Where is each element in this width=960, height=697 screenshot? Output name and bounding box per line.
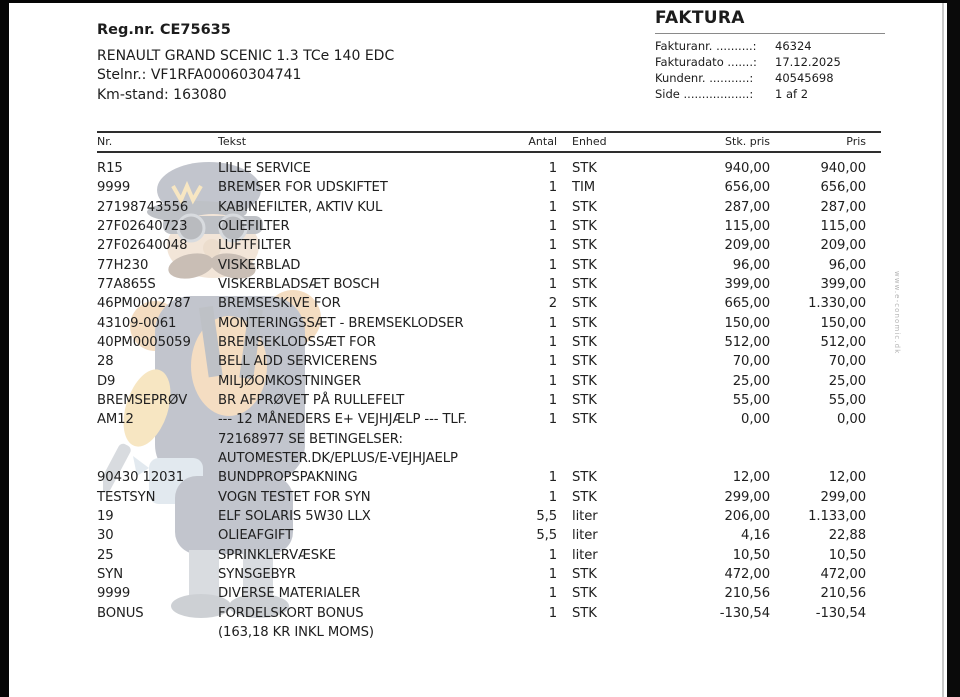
item-text-line: BREMSEKLODSSÆT FOR	[218, 334, 376, 350]
cell-stk-pris: 4,16	[741, 528, 770, 544]
cell-nr: AM12	[97, 412, 134, 428]
cell-antal: 1	[548, 315, 557, 331]
cell-nr: 19	[97, 508, 114, 524]
item-text-line: BR AFPRØVET PÅ RULLEFELT	[218, 392, 405, 408]
invoice-title-rule	[655, 33, 885, 34]
cell-tekst	[218, 565, 518, 584]
cell-tekst	[218, 526, 518, 545]
cell-antal: 1	[548, 373, 557, 389]
item-text-line: SYNSGEBYR	[218, 566, 296, 582]
cell-tekst	[218, 152, 518, 178]
cell-antal: 1	[548, 547, 557, 563]
item-text-line: VOGN TESTET FOR SYN	[218, 489, 371, 505]
item-text-line: (163,18 KR INKL MOMS)	[218, 624, 374, 640]
cell-antal: 1	[548, 218, 557, 234]
invoice-rows	[97, 152, 881, 642]
cell-stk-pris: 150,00	[724, 315, 770, 331]
table-row	[97, 565, 881, 584]
invoice-date-field	[655, 54, 885, 70]
cell-stk-pris: 0,00	[741, 412, 770, 428]
cell-nr: 27198743556	[97, 199, 189, 215]
cell-nr: 9999	[97, 586, 131, 602]
cell-pris: 96,00	[828, 257, 866, 273]
cell-stk-pris: -130,54	[719, 605, 770, 621]
cell-stk-pris: 940,00	[724, 161, 770, 176]
table-row	[97, 294, 881, 313]
cell-antal: 1	[548, 586, 557, 602]
invoice-date-label: Fakturadato .......:	[655, 55, 757, 69]
cell-pris: 55,00	[828, 392, 866, 408]
cell-enhed: TIM	[572, 180, 596, 196]
header-nr: Nr.	[97, 132, 218, 152]
table-row	[97, 391, 881, 410]
cell-nr: BONUS	[97, 605, 144, 621]
cell-stk-pris: 287,00	[724, 199, 770, 215]
invoice-date-value: 17.12.2025	[775, 55, 841, 69]
table-row	[97, 468, 881, 487]
cell-antal: 5,5	[536, 508, 557, 524]
cell-pris: 287,00	[820, 199, 866, 215]
cell-stk-pris: 115,00	[724, 218, 770, 234]
cell-tekst	[218, 604, 518, 643]
cell-enhed: STK	[572, 296, 597, 312]
table-row	[97, 352, 881, 371]
item-text-line: OLIEFILTER	[218, 218, 290, 234]
cell-stk-pris: 10,50	[732, 547, 770, 563]
cell-tekst	[218, 294, 518, 313]
cell-enhed: liter	[572, 528, 598, 544]
item-text-line: LILLE SERVICE	[218, 161, 311, 176]
cell-nr: BREMSEPRØV	[97, 392, 188, 408]
cell-enhed: liter	[572, 508, 598, 524]
photo-edge-left	[0, 0, 9, 697]
cell-antal: 1	[548, 257, 557, 273]
cell-tekst	[218, 488, 518, 507]
cell-enhed: STK	[572, 470, 597, 486]
cell-enhed: STK	[572, 257, 597, 273]
cell-nr: D9	[97, 373, 116, 389]
table-row	[97, 372, 881, 391]
cell-tekst	[218, 546, 518, 565]
side-watermark-text: www.e-conomic.dk	[893, 271, 901, 355]
item-text-line: KABINEFILTER, AKTIV KUL	[218, 199, 383, 215]
table-row	[97, 410, 881, 468]
cell-stk-pris: 12,00	[732, 470, 770, 486]
cell-tekst	[218, 372, 518, 391]
cell-tekst	[218, 410, 518, 468]
cell-stk-pris: 25,00	[732, 373, 770, 389]
cell-pris: 10,50	[828, 547, 866, 563]
cell-nr: R15	[97, 161, 123, 176]
item-text-line: --- 12 MÅNEDERS E+ VEJHJÆLP --- TLF.	[218, 412, 468, 428]
cell-nr: 90430 12031	[97, 470, 184, 486]
item-text-line: LUFTFILTER	[218, 238, 292, 254]
page-edge-line	[942, 0, 944, 697]
cell-enhed: STK	[572, 199, 597, 215]
table-row	[97, 333, 881, 352]
header-tekst: Tekst	[218, 132, 518, 152]
cell-tekst	[218, 275, 518, 294]
cell-enhed: STK	[572, 334, 597, 350]
page-number-value: 1 af 2	[775, 87, 809, 101]
vehicle-odometer: Km-stand: 163080	[97, 86, 227, 103]
table-row	[97, 507, 881, 526]
cell-pris: 299,00	[820, 489, 866, 505]
cell-enhed: STK	[572, 489, 597, 505]
table-row	[97, 152, 881, 178]
item-text-line: FORDELSKORT BONUS	[218, 605, 364, 621]
item-text-line: 72168977 SE BETINGELSER:	[218, 431, 403, 447]
item-text-line: BUNDPROPSPAKNING	[218, 470, 358, 486]
cell-stk-pris: 210,56	[724, 586, 770, 602]
vehicle-vin: Stelnr.: VF1RFA00060304741	[97, 67, 302, 83]
customer-number-label: Kundenr. ...........:	[655, 71, 754, 85]
invoice-number-value: 46324	[775, 39, 812, 53]
cell-pris: 1.133,00	[808, 508, 866, 524]
cell-antal: 1	[548, 489, 557, 505]
cell-stk-pris: 70,00	[732, 354, 770, 370]
cell-antal: 1	[548, 605, 557, 621]
item-text-line: MILJØOMKOSTNINGER	[218, 373, 362, 389]
cell-nr: 28	[97, 354, 114, 370]
table-row	[97, 488, 881, 507]
cell-tekst	[218, 256, 518, 275]
table-row	[97, 217, 881, 236]
cell-pris: 472,00	[820, 566, 866, 582]
item-text-line: BREMSER FOR UDSKIFTET	[218, 180, 388, 196]
cell-antal: 1	[548, 180, 557, 196]
cell-enhed: STK	[572, 605, 597, 621]
cell-antal: 1	[548, 161, 557, 176]
cell-pris: 1.330,00	[808, 296, 866, 312]
cell-stk-pris: 665,00	[724, 296, 770, 312]
header-enhed: Enhed	[557, 132, 687, 152]
cell-pris: 209,00	[820, 238, 866, 254]
cell-stk-pris: 55,00	[732, 392, 770, 408]
cell-pris: 656,00	[820, 180, 866, 196]
cell-nr: SYN	[97, 566, 123, 582]
cell-stk-pris: 512,00	[724, 334, 770, 350]
cell-pris: 22,88	[828, 528, 866, 544]
cell-enhed: STK	[572, 373, 597, 389]
cell-pris: 150,00	[820, 315, 866, 331]
cell-nr: 30	[97, 528, 114, 544]
cell-nr: 43109-0061	[97, 315, 177, 331]
customer-number-field	[655, 70, 885, 86]
cell-tekst	[218, 198, 518, 217]
cell-antal: 1	[548, 276, 557, 292]
invoice-number-label: Fakturanr. ..........:	[655, 39, 757, 53]
cell-enhed: STK	[572, 276, 597, 292]
item-text-line: OLIEAFGIFT	[218, 528, 294, 544]
cell-pris: 70,00	[828, 354, 866, 370]
cell-stk-pris: 656,00	[724, 180, 770, 196]
table-row	[97, 178, 881, 197]
cell-enhed: STK	[572, 566, 597, 582]
cell-stk-pris: 472,00	[724, 566, 770, 582]
cell-tekst	[218, 391, 518, 410]
item-text-line: BREMSESKIVE FOR	[218, 296, 341, 312]
cell-enhed: STK	[572, 392, 597, 408]
table-row	[97, 275, 881, 294]
photo-edge-right	[947, 0, 960, 697]
cell-pris: -130,54	[815, 605, 866, 621]
cell-antal: 1	[548, 470, 557, 486]
cell-enhed: STK	[572, 161, 597, 176]
cell-antal: 1	[548, 354, 557, 370]
invoice-meta-block	[655, 8, 885, 102]
cell-pris: 115,00	[820, 218, 866, 234]
cell-tekst	[218, 178, 518, 197]
cell-stk-pris: 96,00	[732, 257, 770, 273]
cell-stk-pris: 206,00	[724, 508, 770, 524]
invoice-title: FAKTURA	[655, 8, 745, 28]
cell-pris: 399,00	[820, 276, 866, 292]
cell-antal: 1	[548, 412, 557, 428]
cell-nr: 25	[97, 547, 114, 563]
cell-pris: 12,00	[828, 470, 866, 486]
header-pris: Pris	[770, 132, 881, 152]
cell-antal: 1	[548, 334, 557, 350]
cell-tekst	[218, 507, 518, 526]
table-row	[97, 198, 881, 217]
cell-enhed: STK	[572, 238, 597, 254]
cell-nr: 40PM0005059	[97, 334, 191, 350]
cell-enhed: STK	[572, 586, 597, 602]
cell-stk-pris: 399,00	[724, 276, 770, 292]
cell-pris: 0,00	[837, 412, 866, 428]
table-row	[97, 604, 881, 643]
table-row	[97, 236, 881, 255]
cell-pris: 210,56	[820, 586, 866, 602]
cell-tekst	[218, 584, 518, 603]
cell-antal: 1	[548, 392, 557, 408]
cell-enhed: STK	[572, 354, 597, 370]
cell-nr: TESTSYN	[97, 489, 156, 505]
cell-pris: 25,00	[828, 373, 866, 389]
cell-tekst	[218, 333, 518, 352]
table-row	[97, 546, 881, 565]
cell-enhed: STK	[572, 315, 597, 331]
cell-pris: 512,00	[820, 334, 866, 350]
cell-nr: 77A865S	[97, 276, 156, 292]
item-text-line: ELF SOLARIS 5W30 LLX	[218, 508, 371, 524]
vehicle-reg-number: Reg.nr. CE75635	[97, 22, 231, 38]
cell-antal: 2	[548, 296, 557, 312]
table-row	[97, 584, 881, 603]
cell-tekst	[218, 314, 518, 333]
table-header	[97, 132, 881, 152]
cell-stk-pris: 299,00	[724, 489, 770, 505]
cell-nr: 77H230	[97, 257, 149, 273]
invoice-number-field	[655, 38, 885, 54]
cell-tekst	[218, 217, 518, 236]
line-items-table	[97, 131, 881, 642]
item-text-line: DIVERSE MATERIALER	[218, 586, 361, 602]
cell-pris: 940,00	[820, 161, 866, 176]
cell-enhed: STK	[572, 412, 597, 428]
item-text-line: SPRINKLERVÆSKE	[218, 547, 336, 563]
item-text-line: VISKERBLAD	[218, 257, 301, 273]
cell-antal: 1	[548, 199, 557, 215]
cell-enhed: liter	[572, 547, 598, 563]
cell-nr: 27F02640048	[97, 238, 188, 254]
cell-enhed: STK	[572, 218, 597, 234]
photo-edge-top	[0, 0, 960, 3]
cell-nr: 9999	[97, 180, 131, 196]
page-number-field	[655, 86, 885, 102]
header-stk-pris: Stk. pris	[687, 132, 770, 152]
customer-number-value: 40545698	[775, 71, 834, 85]
cell-nr: 27F02640723	[97, 218, 188, 234]
vehicle-info-block	[97, 21, 394, 105]
cell-tekst	[218, 352, 518, 371]
vehicle-model: RENAULT GRAND SCENIC 1.3 TCe 140 EDC	[97, 47, 395, 64]
header-antal: Antal	[518, 132, 557, 152]
cell-tekst	[218, 468, 518, 487]
cell-antal: 5,5	[536, 528, 557, 544]
table-row	[97, 526, 881, 545]
cell-tekst	[218, 236, 518, 255]
cell-antal: 1	[548, 238, 557, 254]
cell-nr: 46PM0002787	[97, 296, 191, 312]
item-text-line: BELL ADD SERVICERENS	[218, 354, 378, 370]
item-text-line: MONTERINGSSÆT - BREMSEKLODSER	[218, 315, 464, 331]
cell-stk-pris: 209,00	[724, 238, 770, 254]
table-row	[97, 256, 881, 275]
item-text-line: VISKERBLADSÆT BOSCH	[218, 276, 380, 292]
cell-antal: 1	[548, 566, 557, 582]
table-row	[97, 314, 881, 333]
item-text-line: AUTOMESTER.DK/EPLUS/E-VEJHJAELP	[218, 450, 458, 466]
page-number-label: Side ..................:	[655, 87, 754, 101]
